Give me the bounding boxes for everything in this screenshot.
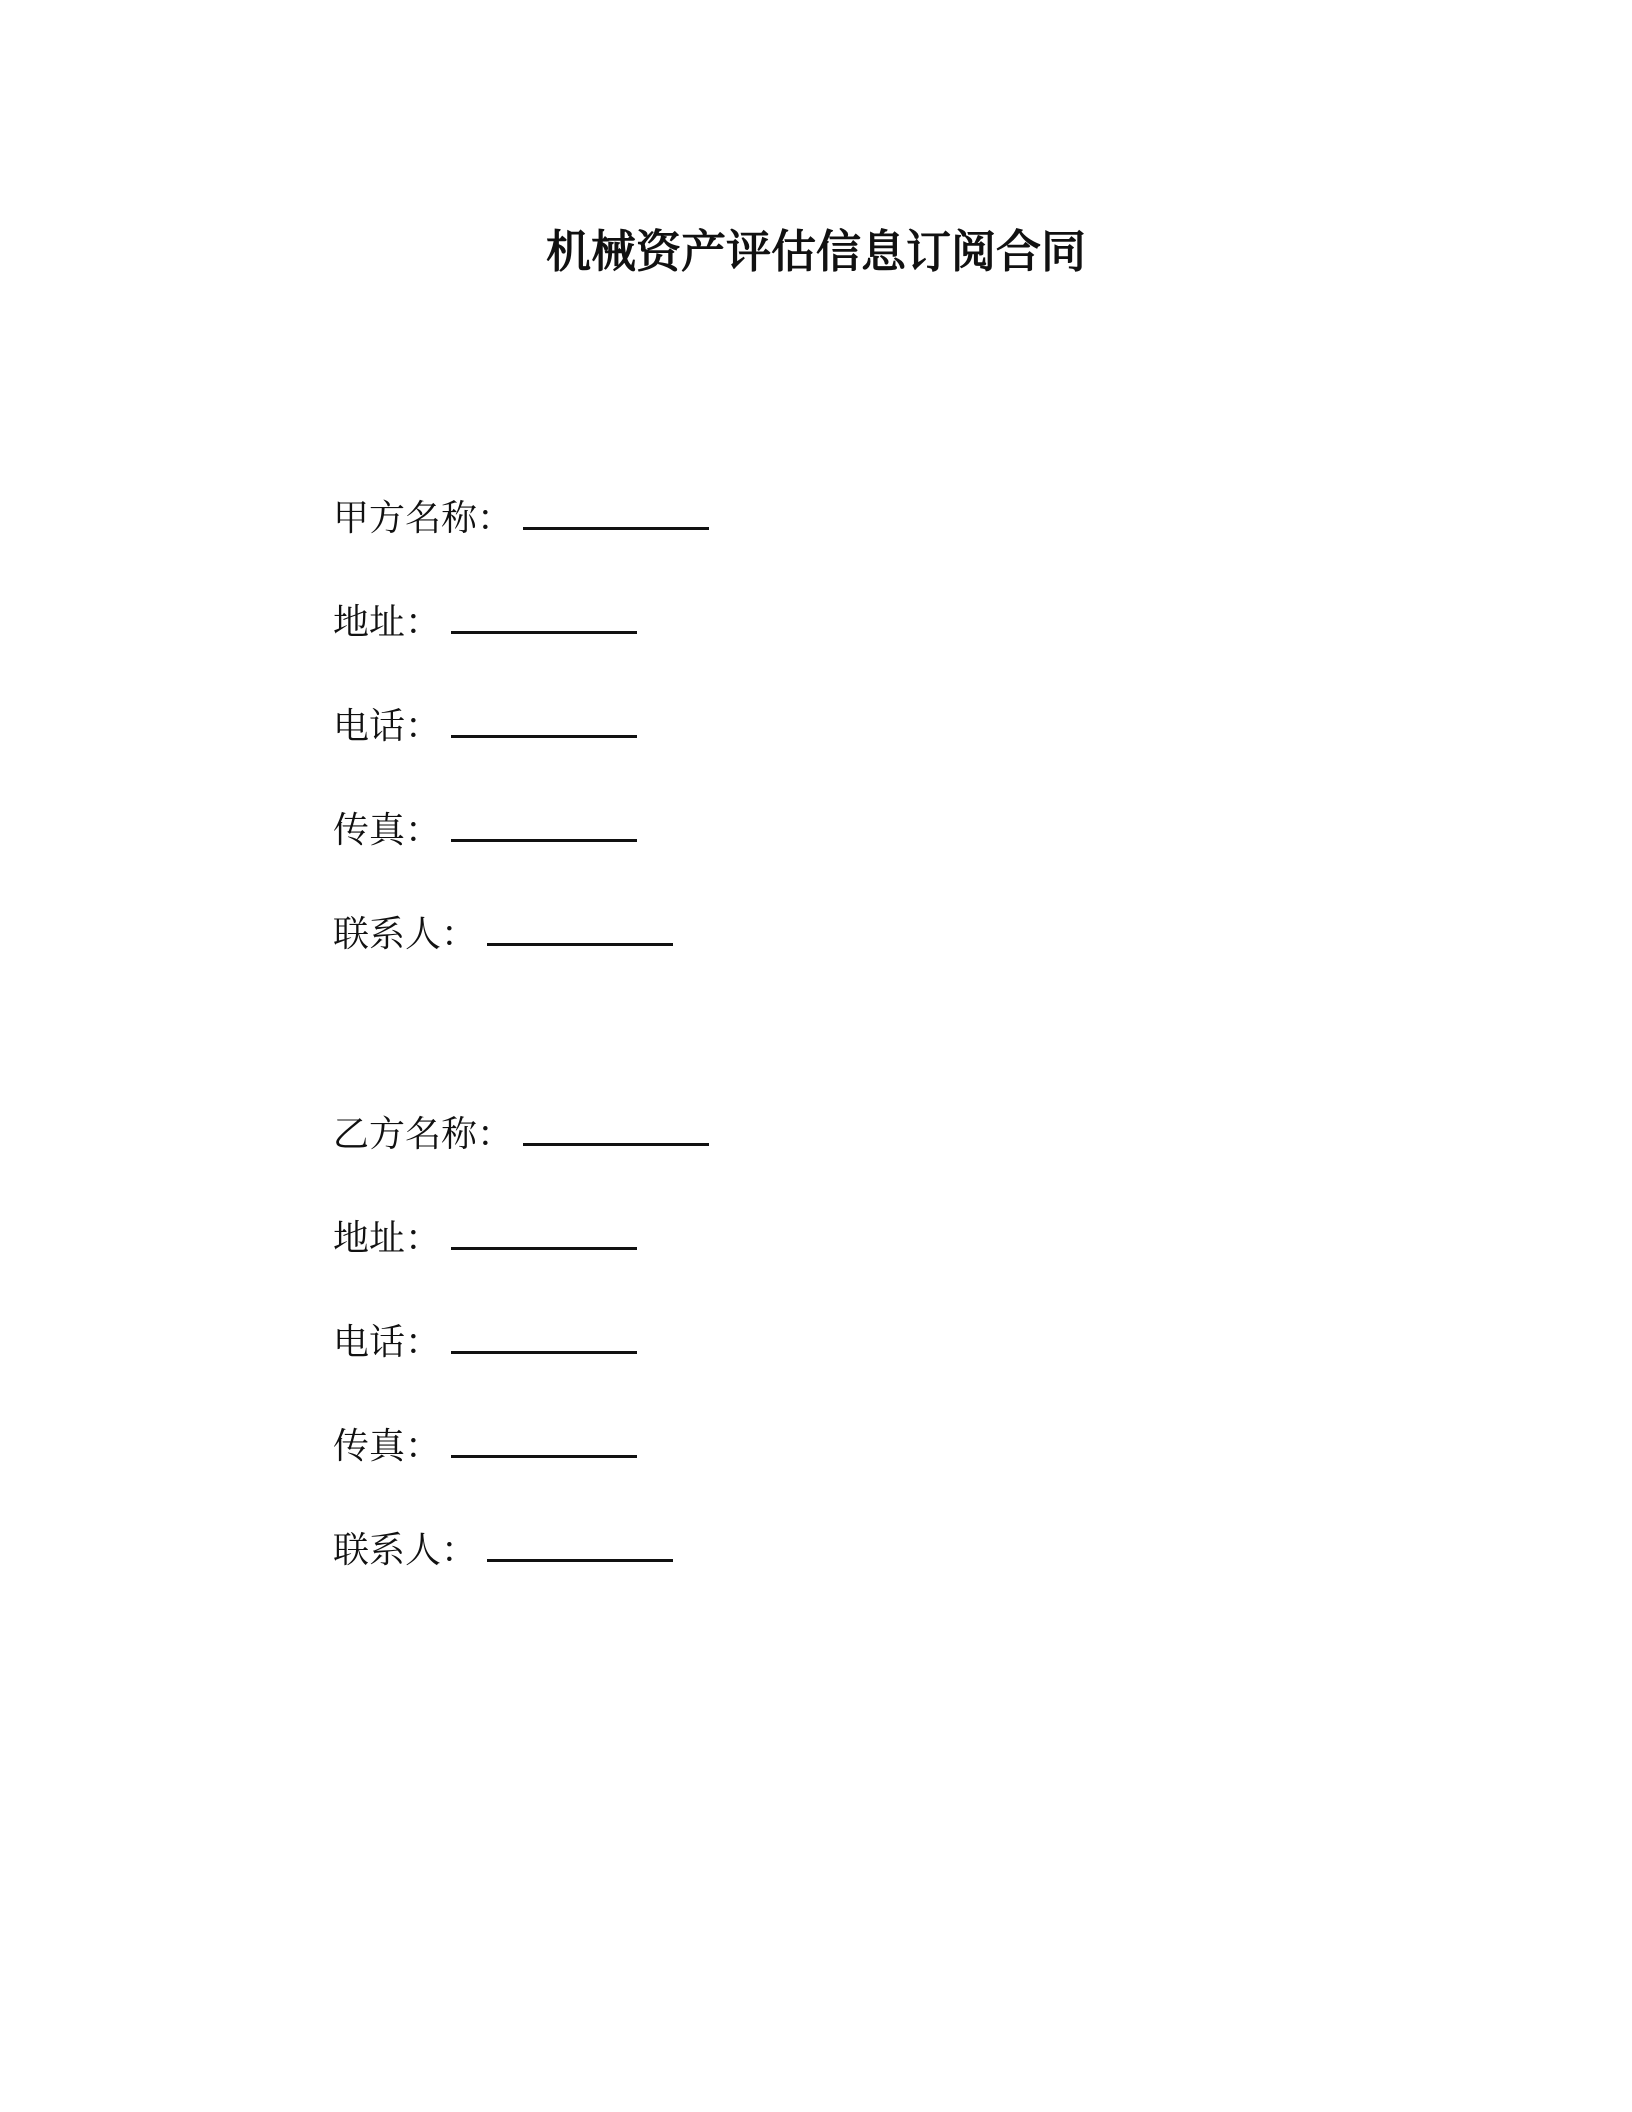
blank-line[interactable] <box>523 493 709 530</box>
field-label: 甲方名称： <box>333 498 514 539</box>
document-title: 机械资产评估信息订阅合同 <box>545 225 1086 278</box>
party-a-fax-field <box>333 805 1333 909</box>
blank-line[interactable] <box>451 597 637 634</box>
blank-line[interactable] <box>451 1317 637 1354</box>
party-b-fax-field <box>333 1421 1333 1525</box>
field-label: 传真： <box>333 810 442 851</box>
field-label: 电话： <box>333 1322 442 1363</box>
field-label: 乙方名称： <box>333 1114 514 1155</box>
blank-line[interactable] <box>451 701 637 738</box>
blank-line[interactable] <box>487 909 673 946</box>
field-label: 联系人： <box>333 914 478 955</box>
field-label: 传真： <box>333 1426 442 1467</box>
party-a-phone-field <box>333 701 1333 805</box>
party-a-section <box>333 493 1333 1013</box>
blank-line[interactable] <box>451 805 637 842</box>
blank-line[interactable] <box>487 1525 673 1562</box>
field-label: 联系人： <box>333 1530 478 1571</box>
blank-line[interactable] <box>451 1213 637 1250</box>
party-b-section <box>333 1109 1333 1629</box>
field-label: 电话： <box>333 706 442 747</box>
party-b-contact-field <box>333 1525 1333 1629</box>
party-b-address-field <box>333 1213 1333 1317</box>
field-label: 地址： <box>333 1218 442 1259</box>
blank-line[interactable] <box>523 1109 709 1146</box>
party-b-phone-field <box>333 1317 1333 1421</box>
field-label: 地址： <box>333 602 442 643</box>
party-a-name-field <box>333 493 1333 597</box>
party-a-address-field <box>333 597 1333 701</box>
blank-line[interactable] <box>451 1421 637 1458</box>
party-a-contact-field <box>333 909 1333 1013</box>
party-b-name-field <box>333 1109 1333 1213</box>
